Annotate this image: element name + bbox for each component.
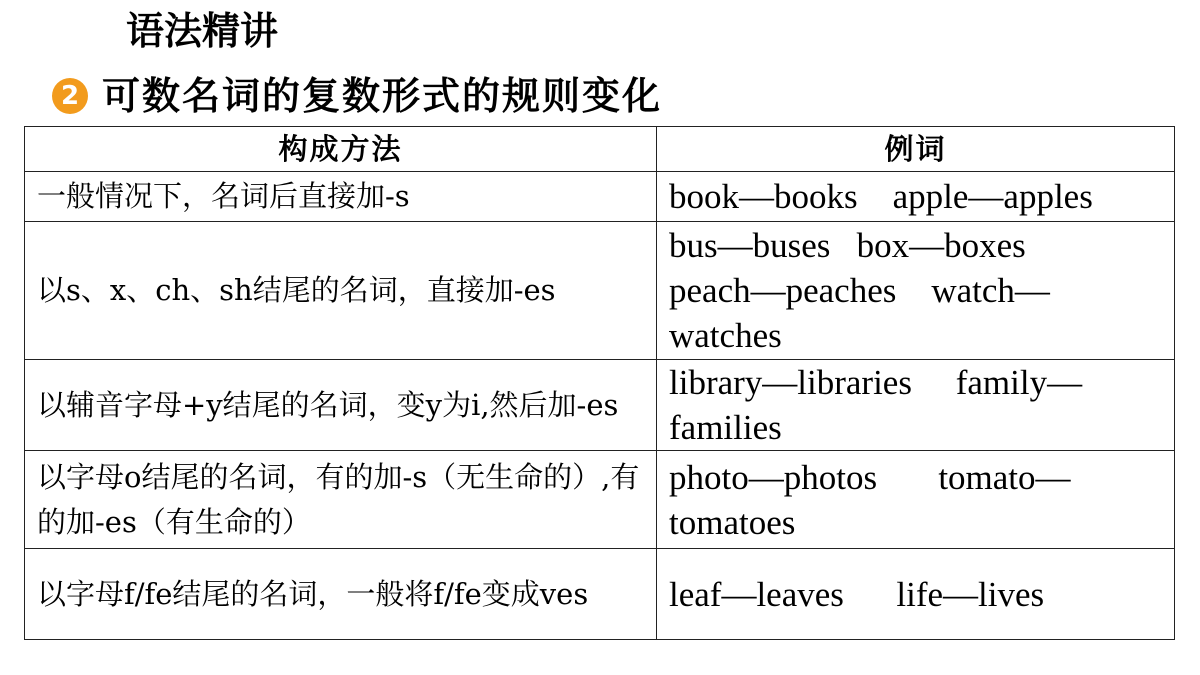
method-cell: 以字母o结尾的名词，有的加-s（无生命的）,有的加-es（有生命的）	[25, 451, 657, 549]
method-cell: 一般情况下，名词后直接加-s	[25, 172, 657, 222]
example-cell: library—libraries family— families	[657, 360, 1175, 451]
number-badge: 2	[52, 78, 88, 114]
section-title: 语法精讲	[126, 9, 279, 53]
example-cell: photo—photos tomato— tomatoes	[657, 451, 1175, 549]
table-row	[25, 222, 1175, 360]
example-cell: leaf—leaves life—lives	[657, 549, 1175, 640]
table-row	[25, 549, 1175, 640]
method-cell: 以字母f/fe结尾的名词，一般将f/fe变成ves	[25, 549, 657, 640]
example-cell: book—books apple—apples	[657, 172, 1175, 222]
table-row	[25, 172, 1175, 222]
rules-table	[24, 126, 1175, 640]
table-row	[25, 360, 1175, 451]
method-cell: 以辅音字母+y结尾的名词，变y为i,然后加-es	[25, 360, 657, 451]
example-cell: bus—buses box—boxes peach—peaches watch— watches	[657, 222, 1175, 360]
method-cell: 以s、x、ch、sh结尾的名词，直接加-es	[25, 222, 657, 360]
subtitle	[52, 72, 662, 120]
table-row	[25, 451, 1175, 549]
subtitle-text: 可数名词的复数形式的规则变化	[102, 73, 663, 118]
column-header-examples: 例词	[657, 127, 1175, 172]
column-header-method: 构成方法	[25, 127, 657, 172]
table-header-row	[25, 127, 1175, 172]
